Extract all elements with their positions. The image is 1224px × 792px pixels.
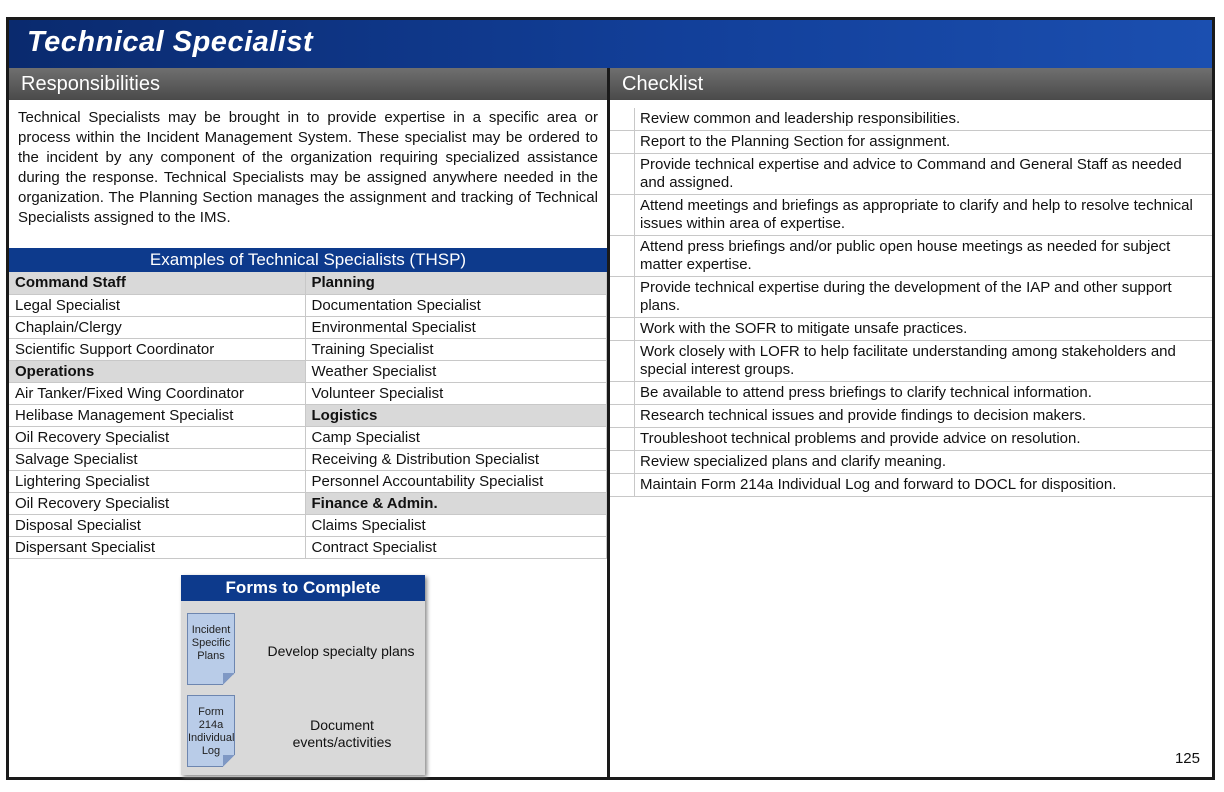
table-row [9,426,607,448]
checklist-item [610,405,1212,428]
category-header: Planning [305,272,607,294]
checkbox-cell[interactable] [610,236,635,276]
checkbox-cell[interactable] [610,108,635,130]
checklist-item [610,382,1212,405]
form-doc-label: Form 214a Individual Log [188,706,235,757]
checkbox-cell[interactable] [610,318,635,340]
forms-heading: Forms to Complete [181,575,425,601]
table-cell: Receiving & Distribution Specialist [305,448,607,470]
examples-table [9,272,607,559]
category-header: Finance & Admin. [305,492,607,514]
checklist-item [610,277,1212,318]
checkbox-cell[interactable] [610,154,635,194]
checklist-item-text: Attend press briefings and/or public open house meetings as needed for subject matter expertise. [640,238,1171,273]
table-cell: Claims Specialist [305,514,607,536]
checklist-item [610,318,1212,341]
form-description: Document events/activities [292,717,392,750]
checklist-item [610,451,1212,474]
table-row [9,294,607,316]
checklist-item-text: Review specialized plans and clarify meaning. [640,453,946,470]
checklist-heading: Checklist [609,68,1212,100]
checklist-item [610,474,1212,497]
table-cell: Lightering Specialist [9,470,305,492]
checklist-item [610,108,1212,131]
checklist-item-text: Research technical issues and provide findings to decision makers. [640,407,1087,424]
table-row [9,492,607,514]
checkbox-cell[interactable] [610,341,635,381]
checklist-item-text: Work with the SOFR to mitigate unsafe practices. [640,320,968,337]
checklist-item-text: Review common and leadership responsibilities. [640,110,961,127]
category-header: Logistics [305,404,607,426]
document-icon [187,613,235,685]
table-cell: Oil Recovery Specialist [9,426,305,448]
table-cell: Documentation Specialist [305,294,607,316]
checklist-item [610,341,1212,382]
table-cell: Salvage Specialist [9,448,305,470]
checkbox-cell[interactable] [610,195,635,235]
category-header: Operations [9,360,305,382]
table-row [9,536,607,558]
table-cell: Personnel Accountability Specialist [305,470,607,492]
table-cell: Chaplain/Clergy [9,316,305,338]
table-row [9,360,607,382]
table-row [9,404,607,426]
checklist-item [610,428,1212,451]
table-row [9,448,607,470]
checklist-item-text: Attend meetings and briefings as appropriate to clarify and help to resolve technical issues within area of expertise. [640,197,1193,232]
checkbox-cell[interactable] [610,382,635,404]
table-cell: Environmental Specialist [305,316,607,338]
table-row [9,272,607,294]
title-bar [9,20,1212,68]
table-cell: Oil Recovery Specialist [9,492,305,514]
table-row [9,316,607,338]
table-cell: Dispersant Specialist [9,536,305,558]
forms-panel [181,575,425,775]
responsibilities-text: Technical Specialists may be brought in to provide expertise in a specific area or process within the Incident Management System. These specialist may be ordered to the incident by any component of the organization requiring specialized assistance during the response. Technical Specialists may be assigned anywhere needed in the organization. The Planning Section manages the assignment and tracking of Technical Specialists assigned to the IMS. [18,109,598,226]
checklist-item-text: Be available to attend press briefings to clarify technical information. [640,384,1092,401]
table-cell: Camp Specialist [305,426,607,448]
table-cell: Training Specialist [305,338,607,360]
table-row [9,514,607,536]
table-cell: Volunteer Specialist [305,382,607,404]
form-description: Develop specialty plans [267,643,415,659]
table-cell: Air Tanker/Fixed Wing Coordinator [9,382,305,404]
checkbox-cell[interactable] [610,428,635,450]
checkbox-cell[interactable] [610,131,635,153]
checklist-item-text: Provide technical expertise and advice to Command and General Staff as needed and assigned. [640,156,1182,191]
checklist-item [610,154,1212,195]
table-row [9,382,607,404]
page-frame [6,17,1215,780]
category-header: Command Staff [9,272,305,294]
checkbox-cell[interactable] [610,405,635,427]
table-cell: Helibase Management Specialist [9,404,305,426]
document-icon [187,695,235,767]
checklist-item-text: Report to the Planning Section for assignment. [640,133,951,150]
table-cell: Legal Specialist [9,294,305,316]
table-cell: Disposal Specialist [9,514,305,536]
page-title: Technical Specialist [27,26,314,58]
table-row [9,470,607,492]
checklist-item-text: Maintain Form 214a Individual Log and forward to DOCL for disposition. [640,476,1117,493]
table-cell: Contract Specialist [305,536,607,558]
checklist-item-text: Work closely with LOFR to help facilitate understanding among stakeholders and special interest groups. [640,343,1176,378]
checklist-item [610,195,1212,236]
table-cell: Scientific Support Coordinator [9,338,305,360]
checkbox-cell[interactable] [610,474,635,496]
table-cell: Weather Specialist [305,360,607,382]
table-row [9,338,607,360]
checkbox-cell[interactable] [610,451,635,473]
checklist [610,108,1212,497]
page-number: 125 [1174,750,1200,767]
checklist-item [610,236,1212,277]
checkbox-cell[interactable] [610,277,635,317]
examples-heading: Examples of Technical Specialists (THSP) [9,248,607,272]
form-doc-label: Incident Specific Plans [191,624,231,662]
checklist-item-text: Troubleshoot technical problems and provide advice on resolution. [640,430,1081,447]
checklist-item [610,131,1212,154]
checklist-item-text: Provide technical expertise during the development of the IAP and other support plans. [640,279,1172,314]
responsibilities-heading: Responsibilities [9,68,609,100]
